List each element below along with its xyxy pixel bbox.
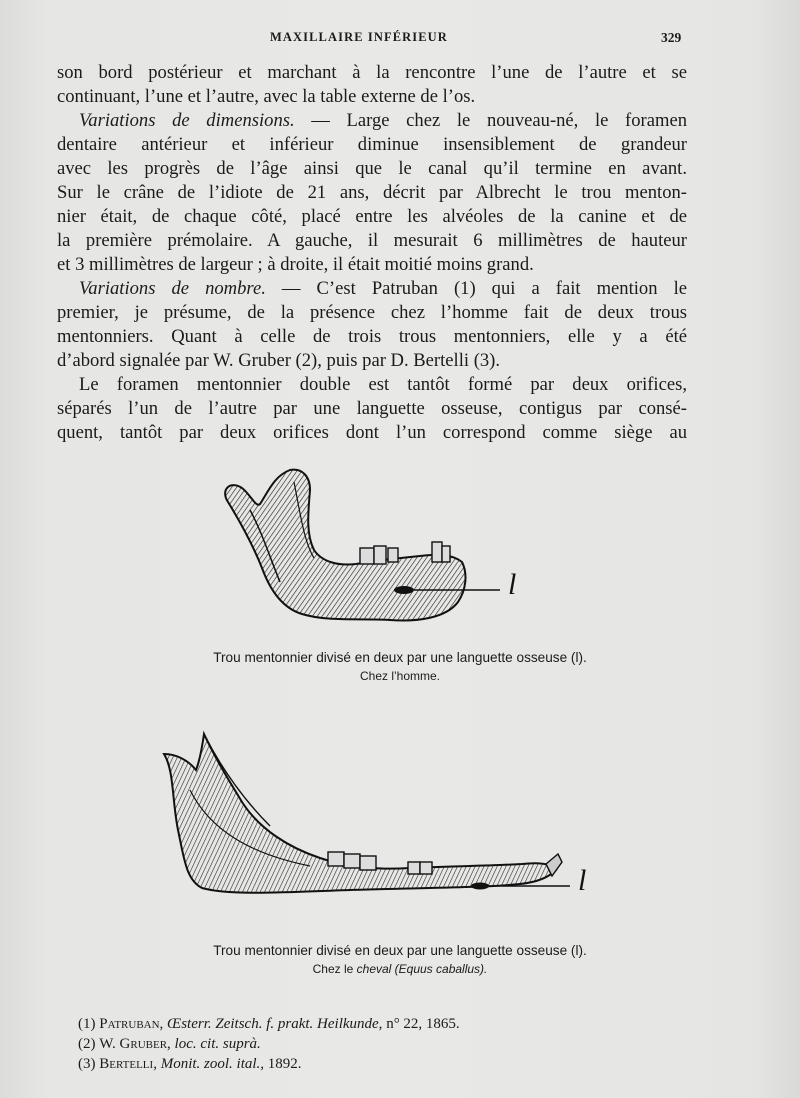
horse-mandible-illustration bbox=[150, 730, 620, 900]
footnotes bbox=[78, 1014, 698, 1074]
footnote-number: (2) bbox=[78, 1036, 96, 1052]
text-line: avec les progrès de l’âge ainsi que le canal qu’il termine en avant. bbox=[57, 158, 687, 179]
figure-caption: Trou mentonnier divisé en deux par une languette osseuse (l). bbox=[213, 943, 587, 958]
text-line: et 3 millimètres de largeur ; à droite, il était moitié moins grand. bbox=[57, 254, 534, 275]
text-line: séparés l’un de l’autre par une languette osseuse, contigus par consé- bbox=[57, 398, 687, 419]
section-heading: Variations de nombre. bbox=[79, 278, 266, 299]
text-line: dentaire antérieur et inférieur diminue insensiblement de grandeur bbox=[57, 134, 687, 155]
human-mandible-illustration bbox=[210, 462, 550, 637]
footnote bbox=[78, 1014, 698, 1034]
text-run: — C’est Patruban (1) qui a fait mention le bbox=[265, 278, 687, 299]
footnote-reference-rest: n° 22, 1865. bbox=[382, 1016, 460, 1032]
text-line: quent, tantôt par deux orifices dont l’un correspond comme siège au bbox=[57, 422, 687, 443]
footnote-reference-rest: 1892. bbox=[264, 1056, 302, 1072]
text-line: premier, je présume, de la présence chez l’homme fait de deux trous bbox=[57, 302, 687, 323]
text-line: Sur le crâne de l’idiote de 21 ans, décrit par Albrecht le trou menton- bbox=[57, 182, 687, 203]
figure-horse-mandible bbox=[150, 730, 620, 900]
footnote-number: (3) bbox=[78, 1056, 96, 1072]
subcaption-species: cheval (Equus caballus). bbox=[356, 962, 488, 976]
page-number: 329 bbox=[661, 30, 682, 45]
text-line: mentonniers. Quant à celle de trois trous mentonniers, elle y a été bbox=[57, 326, 687, 347]
text-line: Le foramen mentonnier double est tantôt formé par deux orifices, bbox=[79, 374, 687, 395]
text-line: d’abord signalée par W. Gruber (2), puis par D. Bertelli (3). bbox=[57, 350, 501, 371]
figure-subcaption: Chez l’homme. bbox=[359, 669, 441, 683]
subcaption-prefix: Chez le bbox=[312, 962, 357, 976]
footnote-reference: Monit. zool. ital., bbox=[160, 1056, 265, 1072]
body-text bbox=[57, 61, 687, 445]
text-line: nier était, de chaque côté, placé entre les alvéoles de la canine et de bbox=[57, 206, 687, 227]
running-title: MAXILLAIRE INFÉRIEUR bbox=[270, 30, 448, 44]
figure-caption: Trou mentonnier divisé en deux par une languette osseuse (l). bbox=[213, 650, 587, 665]
footnote-author: W. Gruber, bbox=[99, 1036, 171, 1052]
text-line: son bord postérieur et marchant à la rencontre l’une de l’autre et se bbox=[57, 62, 687, 83]
footnote-reference: loc. cit. suprà. bbox=[174, 1036, 261, 1052]
figure-human-mandible bbox=[210, 462, 550, 637]
text-line: continuant, l’une et l’autre, avec la table externe de l’os. bbox=[57, 86, 476, 107]
figure-label-l: l bbox=[508, 568, 517, 601]
footnote-reference: Œsterr. Zeitsch. f. prakt. Heilkunde, bbox=[167, 1016, 383, 1032]
footnote-author: Patruban, bbox=[99, 1016, 164, 1032]
figure-subcaption bbox=[0, 962, 800, 976]
footnote bbox=[78, 1034, 698, 1054]
footnote-number: (1) bbox=[78, 1016, 96, 1032]
page-header bbox=[0, 30, 800, 50]
text-line bbox=[57, 109, 687, 133]
text-run: — Large chez le nouveau-né, le foramen bbox=[294, 110, 687, 131]
text-line bbox=[57, 277, 687, 301]
footnote-author: Bertelli, bbox=[99, 1056, 157, 1072]
text-line: la première prémolaire. A gauche, il mesurait 6 millimètres de hauteur bbox=[57, 230, 687, 251]
section-heading: Variations de dimensions. bbox=[79, 110, 295, 131]
figure-label-l: l bbox=[578, 864, 587, 897]
footnote bbox=[78, 1054, 698, 1074]
